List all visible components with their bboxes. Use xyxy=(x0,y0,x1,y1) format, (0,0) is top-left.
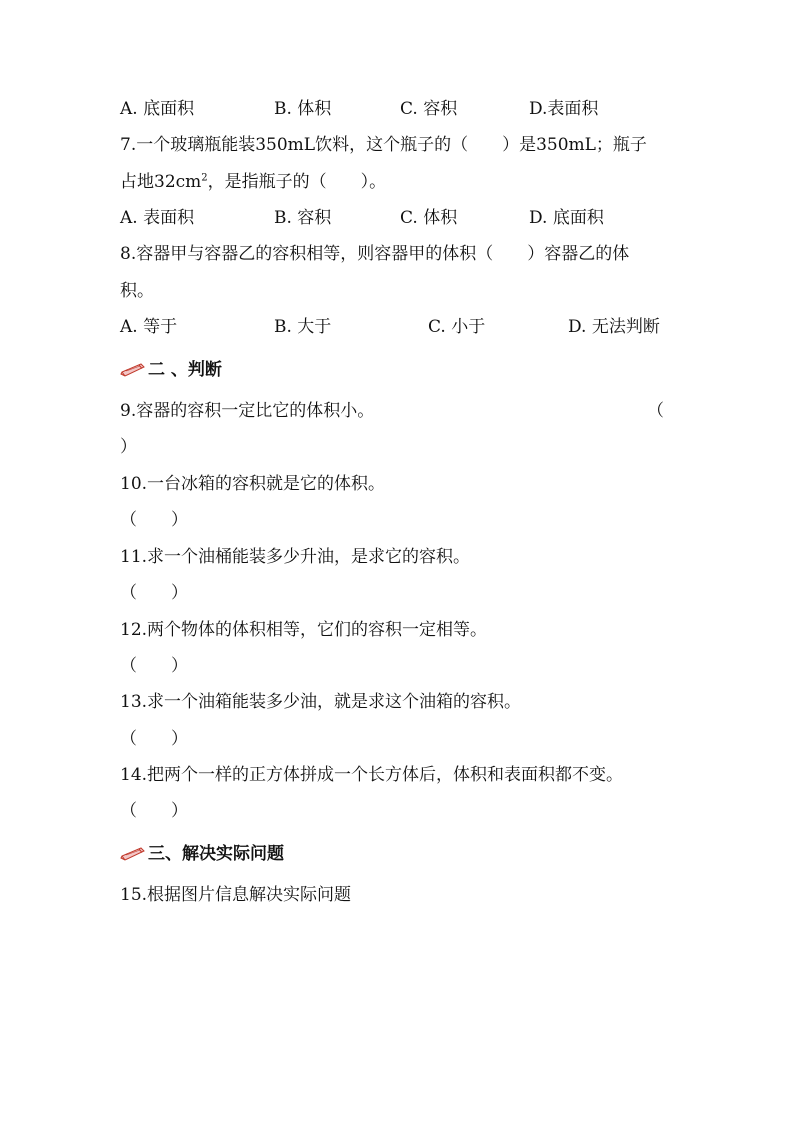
q8-option-a: A. 等于 xyxy=(120,317,178,337)
q11-answer-paren[interactable]: （ ） xyxy=(120,583,188,603)
q6-option-b: B. 体积 xyxy=(274,99,332,119)
q9-text: 9.容器的容积一定比它的体积小。 xyxy=(120,401,375,421)
section-title: 二 、判断 xyxy=(148,360,222,380)
q14-text: 14.把两个一样的正方体拼成一个长方体后，体积和表面积都不变。 xyxy=(120,765,624,785)
section-title: 三、解决实际问题 xyxy=(148,844,284,864)
q7-line1: 7.一个玻璃瓶能装350mL饮料，这个瓶子的（ ）是350mL；瓶子 xyxy=(120,135,647,155)
q6-option-d: D.表面积 xyxy=(529,99,599,119)
q10-text: 10.一台冰箱的容积就是它的体积。 xyxy=(120,474,386,494)
q6-option-a: A. 底面积 xyxy=(120,99,195,119)
q14-answer-paren[interactable]: （ ） xyxy=(120,801,188,821)
q7-line2 xyxy=(120,170,386,194)
section-heading-judgment xyxy=(120,358,222,382)
q12-text: 12.两个物体的体积相等，它们的容积一定相等。 xyxy=(120,620,488,640)
q7-option-c: C. 体积 xyxy=(400,208,458,228)
q8-option-b: B. 大于 xyxy=(274,317,332,337)
pencil-icon xyxy=(120,847,146,861)
q7-option-a: A. 表面积 xyxy=(120,208,195,228)
q8-option-d: D. 无法判断 xyxy=(568,317,660,337)
q7-option-d: D. 底面积 xyxy=(529,208,604,228)
q9-paren-close: ） xyxy=(120,437,137,457)
q7-superscript: 2 xyxy=(201,172,208,184)
q7-line2-pre: 占地32cm xyxy=(120,172,202,192)
q8-line1: 8.容器甲与容器乙的容积相等，则容器甲的体积（ ）容器乙的体 xyxy=(120,244,630,264)
q8-line2: 积。 xyxy=(120,281,154,301)
q10-answer-paren[interactable]: （ ） xyxy=(120,510,188,530)
pencil-icon xyxy=(120,363,146,377)
q9-paren-open: （ xyxy=(647,401,664,421)
q7-option-b: B. 容积 xyxy=(274,208,332,228)
section-heading-practical xyxy=(120,842,284,866)
q12-answer-paren[interactable]: （ ） xyxy=(120,656,188,676)
q15-text: 15.根据图片信息解决实际问题 xyxy=(120,885,352,905)
q6-option-c: C. 容积 xyxy=(400,99,458,119)
q13-answer-paren[interactable]: （ ） xyxy=(120,729,188,749)
q11-text: 11.求一个油桶能装多少升油，是求它的容积。 xyxy=(120,547,471,567)
q7-line2-post: ，是指瓶子的（ ）。 xyxy=(207,172,387,192)
q8-option-c: C. 小于 xyxy=(428,317,486,337)
q13-text: 13.求一个油箱能装多少油，就是求这个油箱的容积。 xyxy=(120,692,522,712)
